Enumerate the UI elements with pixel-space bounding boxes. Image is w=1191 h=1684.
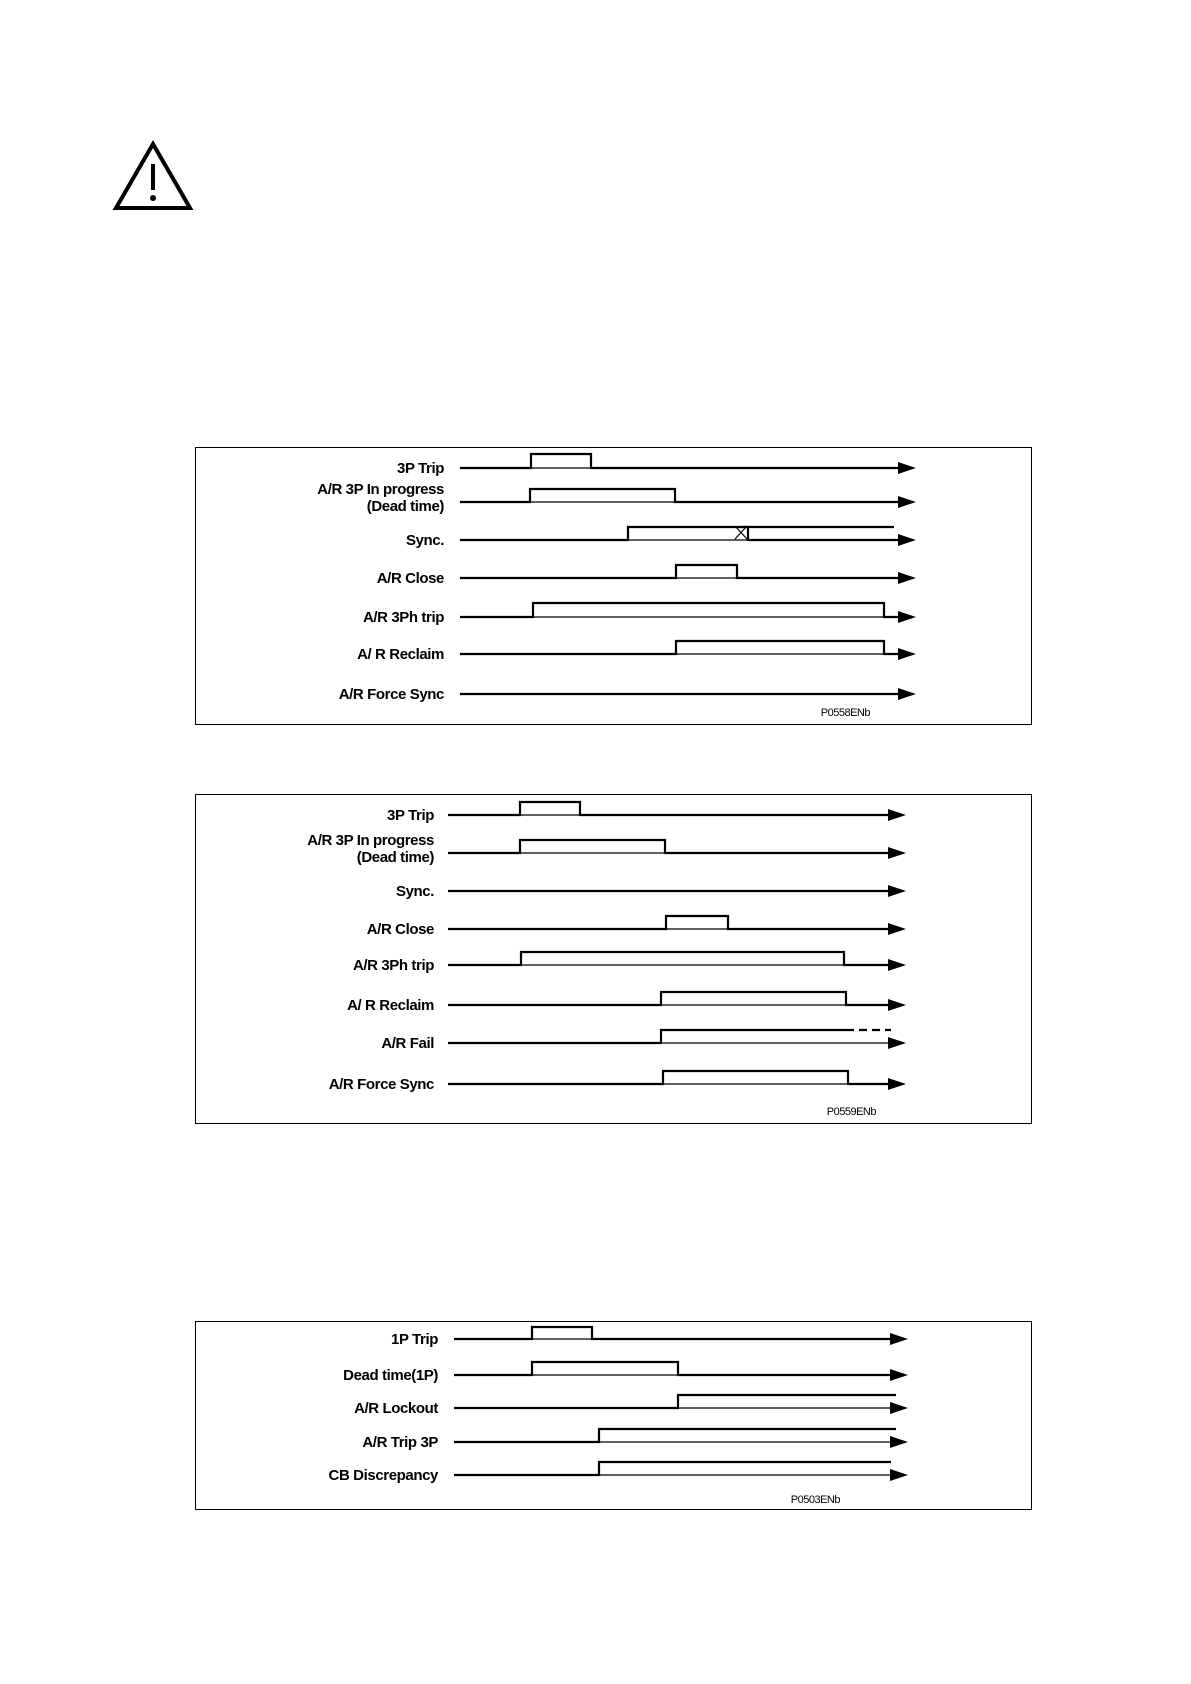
d2-signal-waveform: [448, 1030, 846, 1043]
d3-signal-waveform: [454, 1429, 896, 1442]
d3-signal-1: [343, 1362, 908, 1384]
d2-signal-5: [347, 992, 906, 1014]
warning-triangle-icon: [112, 140, 194, 212]
d2-signal-label: A/ R Reclaim: [347, 997, 434, 1014]
d1-signal-label: Sync.: [405, 532, 444, 549]
timing-diagram-3-canvas: [196, 1322, 1031, 1509]
d3-signal-waveform: [454, 1395, 896, 1408]
d1-signal-waveform: [460, 641, 912, 654]
d2-signal-waveform: [448, 952, 902, 965]
timing-diagram-1: [195, 447, 1032, 725]
d1-arrow-icon: [898, 462, 916, 474]
d1-signal-4: [363, 603, 916, 626]
d3-signal-0: [391, 1327, 908, 1348]
d3-signal-label: A/R Lockout: [354, 1400, 438, 1417]
timing-diagram-2: [195, 794, 1032, 1124]
d1-signal-3: [377, 565, 916, 587]
d1-reference-code: P0558ENb: [820, 707, 870, 719]
d2-reference-code: P0559ENb: [826, 1106, 876, 1118]
d2-signal-waveform: [448, 916, 902, 929]
d3-signal-label: CB Discrepancy: [328, 1467, 438, 1484]
d2-signal-0: [387, 802, 906, 824]
timing-diagram-1-canvas: [196, 448, 1031, 724]
d2-arrow-icon: [888, 923, 906, 935]
d2-signal-7: [329, 1071, 906, 1093]
timing-diagram-2-canvas: [196, 795, 1031, 1123]
d2-arrow-icon: [888, 1037, 906, 1049]
d3-arrow-icon: [890, 1436, 908, 1448]
d3-signal-waveform: [454, 1462, 891, 1475]
d1-signal-label: 3P Trip: [397, 460, 444, 477]
d2-signal-label: (Dead time): [356, 849, 434, 866]
timing-diagram-3: [195, 1321, 1032, 1510]
d2-arrow-icon: [888, 1078, 906, 1090]
d3-signal-3: [362, 1429, 908, 1451]
d1-signal-label: A/ R Reclaim: [357, 646, 444, 663]
d1-arrow-icon: [898, 496, 916, 508]
d3-arrow-icon: [890, 1469, 908, 1481]
d2-signal-label: A/R Force Sync: [328, 1076, 434, 1093]
d3-signal-label: 1P Trip: [391, 1331, 438, 1348]
d1-arrow-icon: [898, 534, 916, 546]
d1-signal-waveform: [460, 527, 912, 540]
d2-arrow-icon: [888, 847, 906, 859]
d2-signal-3: [367, 916, 906, 938]
d1-arrow-icon: [898, 611, 916, 623]
d3-signal-2: [354, 1395, 908, 1417]
d1-signal-waveform: [460, 489, 912, 502]
d1-signal-0: [397, 454, 916, 477]
d1-signal-waveform: [460, 565, 912, 578]
d2-arrow-icon: [888, 809, 906, 821]
d3-signal-waveform: [454, 1327, 904, 1339]
d1-signal-1: [317, 481, 916, 515]
d2-arrow-icon: [888, 959, 906, 971]
d1-signal-label: A/R Force Sync: [338, 686, 444, 703]
d2-signal-label: A/R 3P In progress: [307, 832, 434, 849]
d1-signal-label: A/R Close: [376, 570, 444, 587]
d2-signal-label: 3P Trip: [387, 807, 434, 824]
d2-arrow-icon: [888, 999, 906, 1011]
d2-signal-1: [307, 832, 906, 866]
d1-arrow-icon: [898, 688, 916, 700]
d2-signal-waveform: [448, 802, 902, 815]
d3-signal-4: [329, 1462, 908, 1484]
d2-arrow-icon: [888, 885, 906, 897]
d2-signal-label: A/R 3Ph trip: [352, 957, 434, 974]
d2-signal-label: A/R Close: [366, 921, 434, 938]
d3-signal-label: A/R Trip 3P: [362, 1434, 438, 1451]
d1-arrow-icon: [898, 572, 916, 584]
d3-signal-waveform: [454, 1362, 904, 1375]
d3-arrow-icon: [890, 1333, 908, 1345]
d2-signal-label: A/R Fail: [381, 1035, 434, 1052]
d1-signal-2: [406, 526, 916, 549]
d1-signal-5: [357, 641, 916, 663]
d2-signal-waveform: [448, 840, 902, 853]
d2-signal-2: [396, 883, 906, 900]
d2-signal-label: Sync.: [395, 883, 434, 900]
d2-signal-6: [381, 1030, 906, 1052]
d1-signal-waveform: [460, 454, 912, 468]
d2-signal-waveform: [448, 992, 902, 1005]
d1-signal-label: (Dead time): [366, 498, 444, 515]
d3-arrow-icon: [890, 1402, 908, 1414]
d1-signal-label: A/R 3P In progress: [317, 481, 444, 498]
d3-signal-label: Dead time(1P): [343, 1367, 438, 1384]
d1-signal-6: [339, 686, 916, 703]
d1-signal-waveform: [460, 603, 912, 617]
d2-signal-waveform: [448, 1071, 902, 1084]
d2-signal-4: [353, 952, 906, 974]
d1-signal-label: A/R 3Ph trip: [362, 609, 444, 626]
d3-arrow-icon: [890, 1369, 908, 1381]
d3-reference-code: P0503ENb: [790, 1494, 840, 1506]
d1-arrow-icon: [898, 648, 916, 660]
